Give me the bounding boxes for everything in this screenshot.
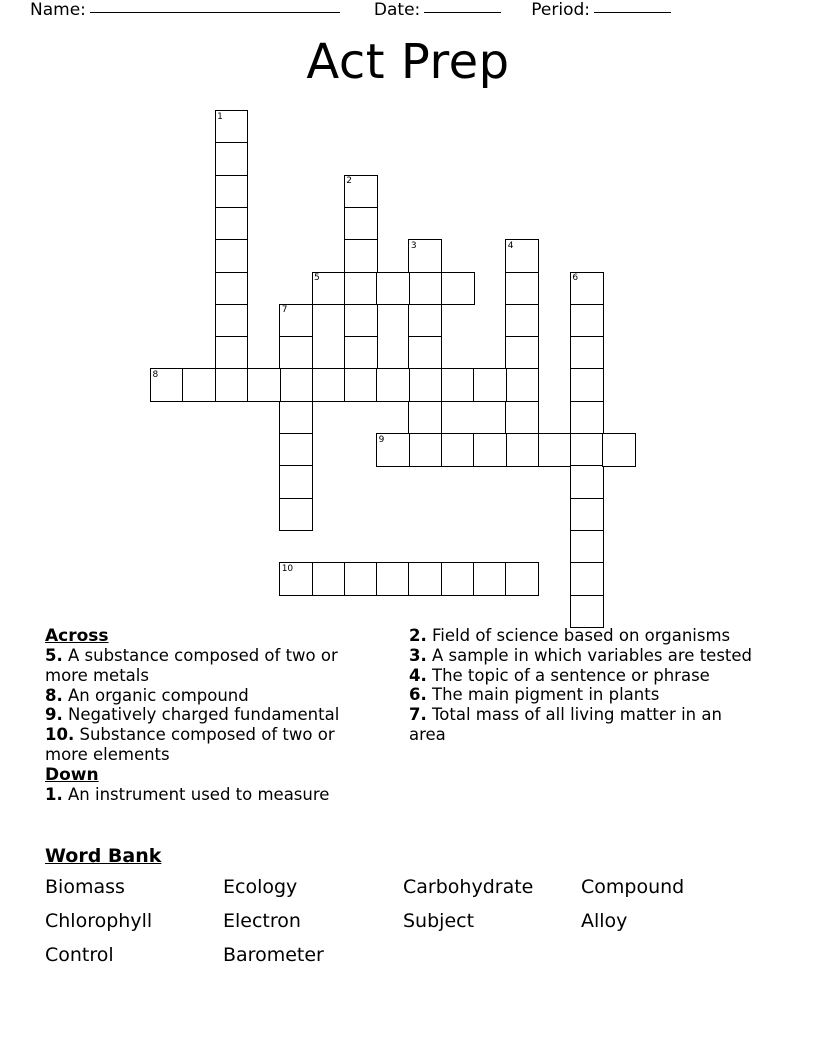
crossword-cell-number: 2 xyxy=(346,176,353,187)
crossword-cell[interactable] xyxy=(279,433,313,467)
crossword-cell[interactable] xyxy=(279,401,313,435)
clue-number: 10. xyxy=(45,725,75,745)
crossword-cell[interactable] xyxy=(602,433,636,467)
word-bank-item: Biomass xyxy=(45,876,125,898)
clue-text: The main pigment in plants xyxy=(432,685,660,705)
name-label: Name: xyxy=(30,0,86,20)
crossword-cell[interactable] xyxy=(505,239,539,273)
crossword-cell[interactable] xyxy=(570,562,604,596)
crossword-cell[interactable] xyxy=(344,562,378,596)
across-heading: Across xyxy=(45,626,109,646)
crossword-cell[interactable] xyxy=(408,336,442,370)
word-bank-item: Alloy xyxy=(581,910,628,932)
crossword-cell[interactable] xyxy=(344,207,378,241)
word-bank-item: Compound xyxy=(581,876,685,898)
clue-across-9 xyxy=(45,705,370,725)
crossword-cell[interactable] xyxy=(538,433,572,467)
clue-number: 9. xyxy=(45,705,63,725)
clues-right-column xyxy=(409,626,759,745)
word-bank-item: Control xyxy=(45,944,114,966)
page-title: Act Prep xyxy=(306,34,510,90)
clue-number: 6. xyxy=(409,685,427,705)
clue-down-6 xyxy=(409,685,759,705)
clue-number: 3. xyxy=(409,645,427,665)
crossword-cell[interactable] xyxy=(408,368,442,402)
crossword-cell[interactable] xyxy=(182,368,216,402)
crossword-cell[interactable] xyxy=(570,465,604,499)
word-bank-item: Chlorophyll xyxy=(45,910,153,932)
crossword-cell[interactable] xyxy=(312,368,346,402)
clue-number: 7. xyxy=(409,705,427,725)
crossword-cell[interactable] xyxy=(344,336,378,370)
crossword-cell-number: 4 xyxy=(507,240,514,251)
clue-number: 5. xyxy=(45,646,63,665)
clue-text: An instrument used to measure xyxy=(68,784,330,804)
crossword-cell[interactable] xyxy=(344,272,378,306)
clues-left-column xyxy=(45,626,370,805)
crossword-cell[interactable] xyxy=(344,175,378,209)
clue-number: 8. xyxy=(45,685,63,705)
crossword-cell[interactable] xyxy=(376,433,410,467)
crossword-cell[interactable] xyxy=(312,562,346,596)
clue-number: 1. xyxy=(45,784,63,804)
crossword-cell[interactable] xyxy=(570,336,604,370)
crossword-cell[interactable] xyxy=(505,336,539,370)
crossword-cell[interactable] xyxy=(312,272,346,306)
crossword-cell[interactable] xyxy=(570,368,604,402)
word-bank-item: Electron xyxy=(223,910,301,932)
crossword-cell-number: 1 xyxy=(217,111,223,122)
crossword-cell-number: 3 xyxy=(410,240,417,251)
crossword-cell[interactable] xyxy=(570,272,604,306)
crossword-cell[interactable] xyxy=(408,239,442,273)
crossword-cell[interactable] xyxy=(570,595,604,629)
crossword-cell[interactable] xyxy=(279,368,313,402)
crossword-cell[interactable] xyxy=(441,272,475,306)
word-bank-item: Carbohydrate xyxy=(403,876,534,898)
crossword-cell[interactable] xyxy=(376,368,410,402)
crossword-cell[interactable] xyxy=(505,304,539,338)
crossword-cell[interactable] xyxy=(279,562,313,596)
clue-text: A substance composed of two or more metals xyxy=(45,646,338,685)
clue-down-3 xyxy=(409,646,759,666)
crossword-cell[interactable] xyxy=(279,465,313,499)
crossword-cell[interactable] xyxy=(376,562,410,596)
crossword-cell[interactable] xyxy=(570,304,604,338)
crossword-cell[interactable] xyxy=(376,272,410,306)
clue-across-8 xyxy=(45,686,370,706)
crossword-cell[interactable] xyxy=(215,239,249,273)
crossword-cell[interactable] xyxy=(408,562,442,596)
crossword-cell[interactable] xyxy=(215,368,249,402)
crossword-cell[interactable] xyxy=(441,368,475,402)
crossword-cell[interactable] xyxy=(215,336,249,370)
crossword-cell[interactable] xyxy=(570,433,604,467)
clue-text: Total mass of all living matter in an area xyxy=(409,705,722,744)
clue-text: An organic compound xyxy=(68,685,249,705)
crossword-cell[interactable] xyxy=(150,368,184,402)
clue-down-2 xyxy=(409,626,759,646)
crossword-cell-number: 8 xyxy=(152,369,159,380)
crossword-cell[interactable] xyxy=(247,368,281,402)
crossword-cell[interactable] xyxy=(408,401,442,435)
clue-down-7 xyxy=(409,705,759,745)
clue-text: Substance composed of two or more elements xyxy=(45,725,335,764)
word-bank-item: Subject xyxy=(403,910,475,932)
crossword-cell-number: 6 xyxy=(572,273,579,283)
crossword-cell[interactable] xyxy=(473,433,507,467)
crossword-cell[interactable] xyxy=(215,207,249,241)
crossword-cell[interactable] xyxy=(215,110,249,144)
crossword-cell[interactable] xyxy=(344,368,378,402)
word-bank-list xyxy=(45,873,775,970)
crossword-cell[interactable] xyxy=(473,368,507,402)
clue-down-1 xyxy=(45,785,370,805)
crossword-cell[interactable] xyxy=(570,401,604,435)
word-bank-item: Barometer xyxy=(223,944,324,966)
word-bank-heading: Word Bank xyxy=(45,845,162,867)
crossword-cell[interactable] xyxy=(505,368,539,402)
crossword-cell[interactable] xyxy=(279,498,313,532)
crossword-cell[interactable] xyxy=(441,562,475,596)
crossword-cell[interactable] xyxy=(215,175,249,209)
crossword-cell[interactable] xyxy=(570,530,604,564)
down-heading: Down xyxy=(45,764,99,785)
crossword-cell[interactable] xyxy=(344,304,378,338)
word-bank-section xyxy=(45,845,775,970)
clue-across-10 xyxy=(45,725,370,765)
period-label: Period: xyxy=(531,0,591,20)
crossword-cell[interactable] xyxy=(215,304,249,338)
crossword-cell[interactable] xyxy=(505,433,539,467)
crossword-cell-number: 10 xyxy=(281,563,294,574)
clue-text: A sample in which variables are tested xyxy=(432,645,753,665)
crossword-cell[interactable] xyxy=(408,433,442,467)
clue-number: 4. xyxy=(409,665,427,685)
crossword-cell[interactable] xyxy=(505,272,539,306)
crossword-cell-number: 7 xyxy=(281,305,288,316)
crossword-cell[interactable] xyxy=(215,272,249,306)
crossword-cell-number: 9 xyxy=(378,434,385,445)
clue-across-5 xyxy=(45,646,370,686)
crossword-cell[interactable] xyxy=(344,239,378,273)
crossword-cell-number: 5 xyxy=(314,273,320,283)
crossword-cell[interactable] xyxy=(215,142,249,176)
clues-section xyxy=(45,626,775,816)
clue-text: The topic of a sentence or phrase xyxy=(432,665,710,685)
crossword-cell[interactable] xyxy=(570,498,604,532)
crossword-cell[interactable] xyxy=(505,401,539,435)
crossword-cell[interactable] xyxy=(408,304,442,338)
clue-text: Negatively charged fundamental xyxy=(68,705,340,725)
clue-down-4 xyxy=(409,666,759,686)
crossword-cell[interactable] xyxy=(408,272,442,306)
word-bank-item: Ecology xyxy=(223,876,298,898)
crossword-cell[interactable] xyxy=(279,304,313,338)
crossword-cell[interactable] xyxy=(279,336,313,370)
crossword-cell[interactable] xyxy=(473,562,507,596)
clue-number: 2. xyxy=(409,626,427,645)
date-label: Date: xyxy=(373,0,421,20)
crossword-cell[interactable] xyxy=(505,562,539,596)
clue-text: Field of science based on organisms xyxy=(432,626,731,645)
crossword-cell[interactable] xyxy=(441,433,475,467)
